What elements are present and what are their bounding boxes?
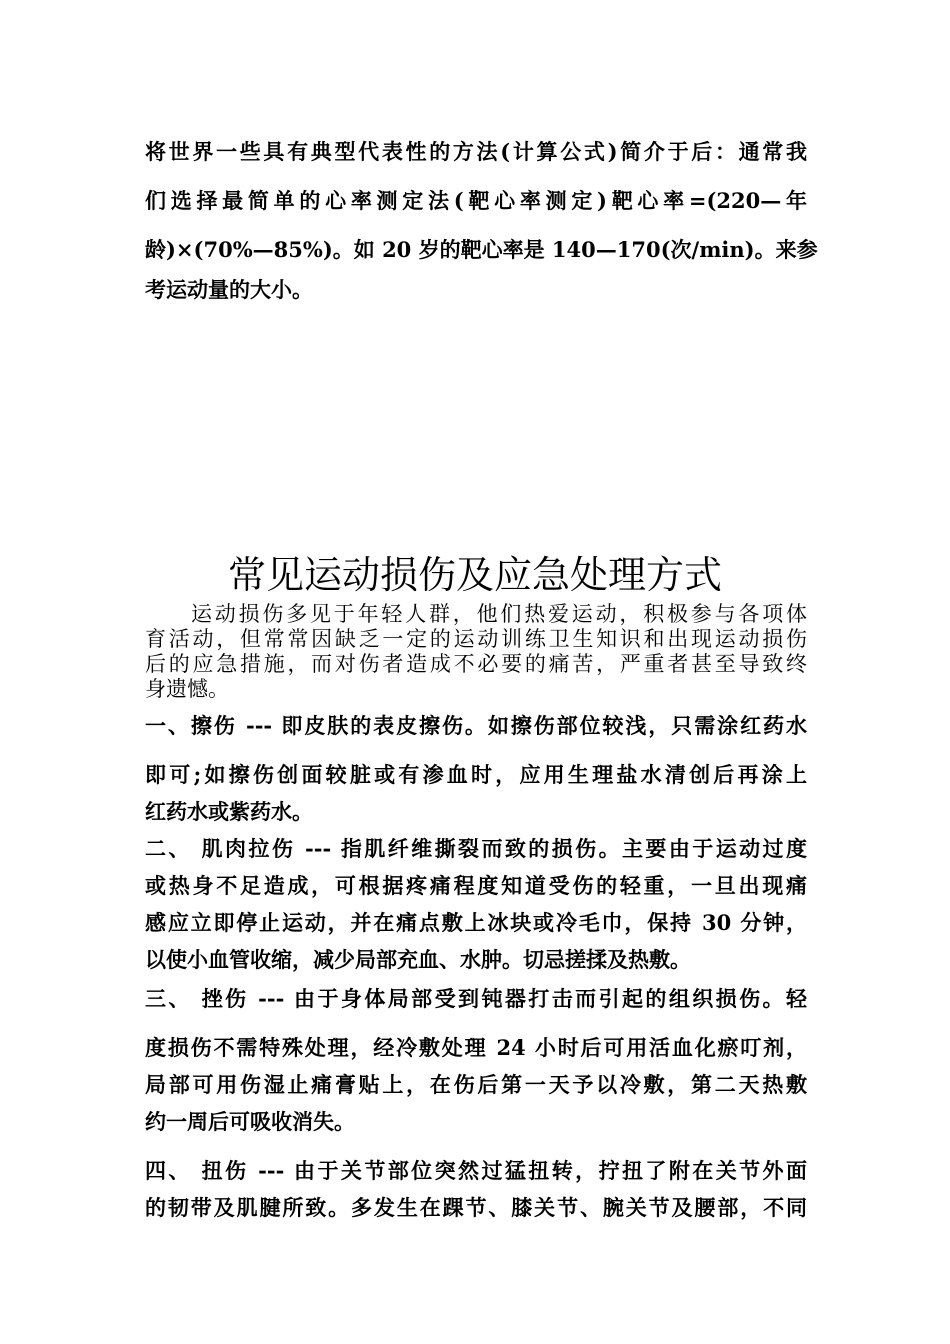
section-contusion-line: 三、 挫伤 --- 由于身体局部受到钝器打击而引起的组织损伤。轻 xyxy=(145,986,807,1011)
section-contusion-line: 度损伤不需特殊处理，经冷敷处理 24 小时后可用活血化瘀叮剂， xyxy=(145,1035,807,1060)
section-abrasion-line: 一、擦伤 --- 即皮肤的表皮擦伤。如擦伤部位较浅，只需涂红药水 xyxy=(145,713,807,738)
section-strain-line: 以使小血管收缩，减少局部充血、水肿。切忌搓揉及热敷。 xyxy=(145,947,691,972)
section-contusion-line: 约一周后可吸收消失。 xyxy=(145,1109,355,1134)
lead-line: 身遗憾。 xyxy=(145,677,229,701)
section-abrasion-line: 红药水或紫药水。 xyxy=(145,799,313,824)
lead-line: 后的应急措施，而对伤者造成不必要的痛苦，严重者甚至导致终 xyxy=(145,652,807,676)
intro-line: 们选择最简单的心率测定法(靶心率测定)靶心率=(220—年 xyxy=(145,188,807,213)
section-sprain-line: 四、 扭伤 --- 由于关节部位突然过猛扭转，拧扭了附在关节外面 xyxy=(145,1158,807,1183)
section-contusion-line: 局部可用伤湿止痛膏贴上，在伤后第一天予以冷敷，第二天热敷 xyxy=(145,1072,807,1097)
lead-line: 运动损伤多见于年轻人群，他们热爱运动，积极参与各项体 xyxy=(191,602,807,626)
section-abrasion-line: 即可;如擦伤创面较脏或有渗血时，应用生理盐水清创后再涂上 xyxy=(145,762,807,787)
intro-line: 龄)×(70%—85%)。如 20 岁的靶心率是 140—170(次/min)。来参 xyxy=(145,237,818,262)
section-sprain-line: 的韧带及肌腱所致。多发生在踝节、膝关节、腕关节及腰部，不同 xyxy=(145,1195,807,1220)
intro-line: 考运动量的大小。 xyxy=(145,277,313,302)
article-title: 常见运动损伤及应急处理方式 xyxy=(227,553,722,597)
lead-line: 育活动，但常常因缺乏一定的运动训练卫生知识和出现运动损伤 xyxy=(145,627,807,651)
section-strain-line: 二、 肌肉拉伤 --- 指肌纤维撕裂而致的损伤。主要由于运动过度 xyxy=(145,836,807,861)
section-strain-line: 或热身不足造成，可根据疼痛程度知道受伤的轻重，一旦出现痛 xyxy=(145,873,807,898)
intro-line: 将世界一些具有典型代表性的方法(计算公式)简介于后：通常我 xyxy=(145,139,807,164)
section-strain-line: 感应立即停止运动，并在痛点敷上冰块或冷毛巾，保持 30 分钟， xyxy=(145,910,807,935)
